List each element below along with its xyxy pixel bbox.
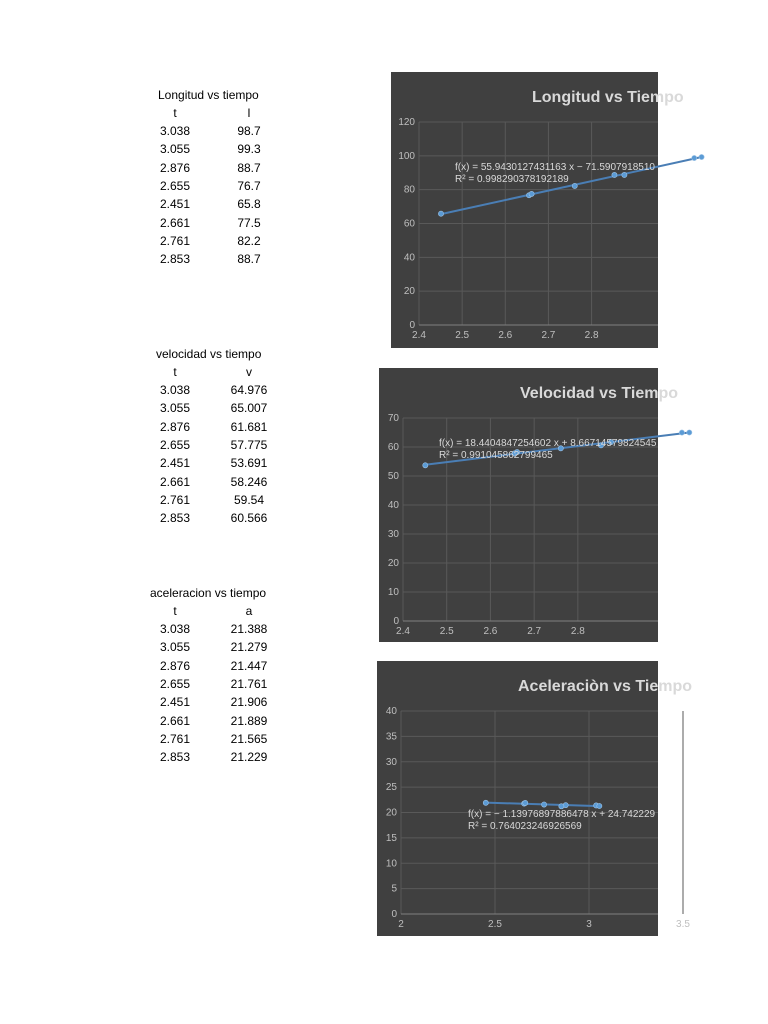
x-tick-label: 2.5 [488,919,502,930]
data-point [541,802,546,807]
chart-aceleracion-vs-tiempo [377,661,692,936]
y-tick-label: 60 [403,218,415,230]
cell-value: 21.889 [230,713,268,728]
x-tick-label: 2.4 [412,330,426,341]
cell-t: 2.853 [159,750,191,765]
x-tick-label: 2.5 [455,330,470,341]
chart-title: Longitud vs Tiempo [532,89,684,106]
chart-longitud-vs-tiempo [391,72,684,348]
cell-t: 3.038 [159,383,191,397]
y-tick-label: 20 [403,286,415,298]
y-tick-label: 100 [398,150,415,162]
cell-value: 61.681 [230,419,268,434]
chart-title: Aceleraciòn vs Tiempo [518,678,692,695]
table-longitud [145,88,285,273]
x-tick-label: 2.7 [527,626,542,637]
cell-value: 99.3 [237,142,261,157]
cell-t: 2.853 [159,252,191,267]
cell-t: 2.451 [159,456,191,471]
y-tick-label: 40 [387,500,399,511]
cell-value: 21.447 [230,658,268,673]
y-tick-label: 25 [385,782,397,794]
cell-value: 76.7 [237,178,261,193]
table-title: aceleracion vs tiempo [150,586,267,600]
cell-value: 58.246 [230,474,268,489]
chart-svg [377,661,692,936]
y-tick-label: 40 [403,252,415,264]
y-tick-label: 0 [409,320,415,331]
cell-value: 21.279 [230,640,268,655]
x-tick-label: 2.8 [570,626,585,637]
cell-t: 2.655 [159,437,191,452]
data-point [622,172,627,177]
cell-value: 88.7 [237,252,261,267]
cell-t: 2.451 [159,197,191,212]
data-point [699,154,704,159]
x-tick-label: 3.5 [676,919,690,930]
cell-t: 3.055 [159,142,191,157]
y-tick-label: 40 [385,706,397,717]
data-point [523,800,528,805]
x-tick-label: 2.6 [483,626,498,637]
y-tick-label: 0 [391,909,397,920]
trendline-equation: f(x) = 55.9430127431163 x − 71.5907918510 [455,162,655,173]
cell-t: 2.661 [159,215,191,230]
column-header-a: a [245,604,253,618]
cell-value: 82.2 [237,233,261,248]
cell-t: 2.661 [159,474,191,489]
cell-value: 57.775 [230,437,268,452]
trendline-equation: f(x) = − 1.13976897886478 x + 24.742229 [468,809,656,820]
cell-t: 2.655 [159,676,191,691]
y-tick-label: 10 [387,587,399,598]
cell-t: 3.055 [159,640,191,655]
table-velocidad [145,347,285,532]
cell-value: 60.566 [230,511,268,526]
cell-t: 2.761 [159,233,191,248]
y-tick-label: 5 [391,883,397,895]
r-squared-label: R² = 0.991045862799465 [439,450,553,461]
table-aceleracion [145,586,285,771]
x-tick-label: 2.4 [396,626,410,637]
cell-t: 2.761 [159,731,191,746]
y-tick-label: 0 [393,616,399,627]
cell-value: 53.691 [230,456,268,471]
cell-value: 21.761 [230,676,268,691]
cell-t: 3.038 [159,622,191,636]
y-tick-label: 80 [403,184,415,196]
table-title: Longitud vs tiempo [158,88,259,102]
column-header-t: t [173,365,177,379]
cell-t: 3.055 [159,401,191,416]
r-squared-label: R² = 0.998290378192189 [455,174,569,185]
cell-value: 77.5 [237,215,261,230]
x-tick-label: 2 [398,919,404,930]
cell-t: 2.876 [159,658,191,673]
data-point [612,172,617,177]
trendline-equation: f(x) = 18.4404847254602 x + 8.66714579824545 [439,438,657,449]
cell-value: 21.565 [230,731,268,746]
data-point [423,463,428,468]
cell-t: 2.876 [159,160,191,175]
data-point [679,430,684,435]
y-tick-label: 50 [387,471,399,482]
cell-value: 59.54 [233,492,265,507]
x-tick-label: 2.7 [541,330,556,341]
y-tick-label: 70 [387,413,399,424]
x-tick-label: 3 [586,919,592,930]
table-title: velocidad vs tiempo [156,347,262,361]
column-header-v: v [246,365,252,379]
r-squared-label: R² = 0.764023246926569 [468,821,582,832]
data-point [572,183,577,188]
data-point [483,800,488,805]
cell-value: 21.229 [230,750,268,765]
cell-t: 2.853 [159,511,191,526]
column-header-t: t [173,106,177,120]
y-tick-label: 30 [385,756,397,768]
data-point [687,430,692,435]
y-tick-label: 120 [398,117,415,128]
y-tick-label: 10 [385,858,397,870]
chart-svg [391,72,684,348]
x-tick-label: 2.8 [584,330,599,341]
cell-t: 2.655 [159,178,191,193]
cell-value: 65.8 [237,197,261,212]
data-point [597,803,602,808]
cell-t: 2.761 [159,492,191,507]
chart-title: Velocidad vs Tiempo [520,385,678,402]
cell-value: 65.007 [230,401,268,416]
cell-value: 64.976 [230,383,268,397]
data-point [529,191,534,196]
data-point [438,211,443,216]
cell-value: 21.906 [230,695,268,710]
x-tick-label: 2.6 [498,330,513,341]
y-tick-label: 20 [387,558,399,569]
column-header-l: l [247,106,251,120]
cell-value: 21.388 [230,622,268,636]
chart-svg [379,368,678,642]
cell-value: 98.7 [237,124,261,138]
chart-velocidad-vs-tiempo [379,368,678,642]
cell-t: 2.661 [159,713,191,728]
y-tick-label: 35 [385,731,397,743]
y-tick-label: 30 [387,529,399,540]
cell-t: 2.451 [159,695,191,710]
data-point [692,155,697,160]
y-tick-label: 20 [385,807,397,819]
column-header-t: t [173,604,177,618]
y-tick-label: 15 [385,832,397,844]
x-tick-label: 2.5 [439,626,454,637]
cell-value: 88.7 [237,160,261,175]
y-tick-label: 60 [387,442,399,453]
cell-t: 3.038 [159,124,191,138]
cell-t: 2.876 [159,419,191,434]
